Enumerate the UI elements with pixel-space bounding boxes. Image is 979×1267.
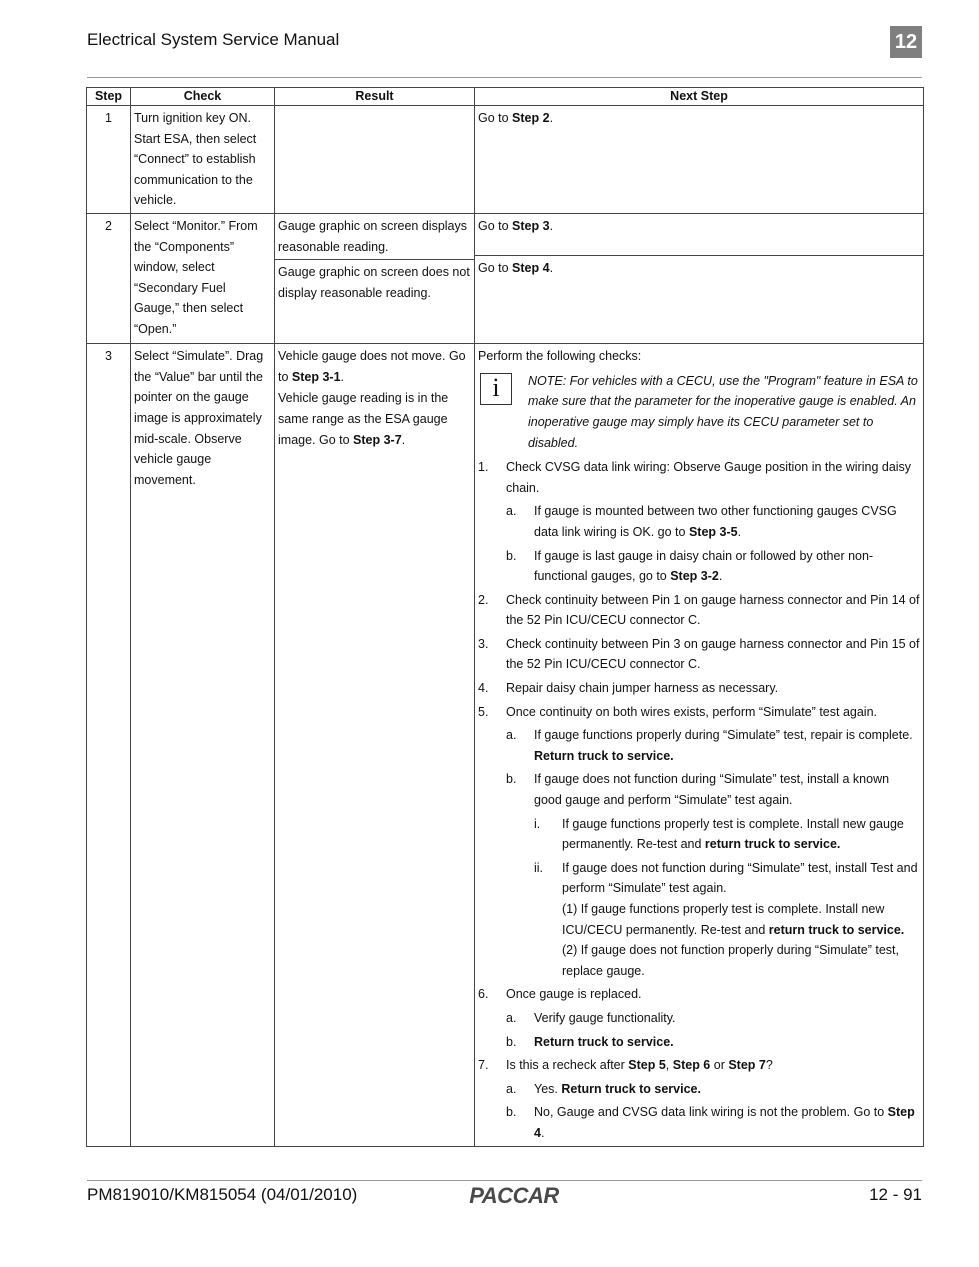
result-text: Gauge graphic on screen does not display reasonable reading. <box>275 259 474 343</box>
list-item: a. Verify gauge functionality. <box>506 1010 676 1025</box>
list-item: 4. Repair daisy chain jumper harness as necessary. <box>478 681 779 696</box>
check-text: Select “Monitor.” From the “Components” window, select “Secondary Fuel Gauge,” then select “Open.” <box>131 213 275 343</box>
step-ref: Step 3-7 <box>353 432 402 447</box>
page-number: 12 - 91 <box>869 1185 922 1204</box>
note-block <box>480 371 920 453</box>
note-text: NOTE: For vehicles with a CECU, use the "Program" feature in ESA to make sure that the parameter for the inoperative gauge is enabled. An inoperative gauge may simply have its CECU parameter set to disabled. <box>528 373 918 450</box>
list-item: 1. Check CVSG data link wiring: Observe Gauge position in the wiring daisy chain. <box>478 460 912 495</box>
list-item: 6. Once gauge is replaced. <box>478 987 642 1002</box>
step-number: 1 <box>87 106 131 214</box>
table-header-row <box>87 88 924 106</box>
step-ref: Step 2 <box>512 111 550 125</box>
next-step-text: Go to Step 2. <box>475 106 924 214</box>
result-text: Vehicle gauge does not move. Go to Step 3-1. Vehicle gauge reading is in the same range as the ESA gauge image. Go to Step 3-7. <box>275 344 475 1146</box>
header-check: Check <box>131 88 275 106</box>
list-item: b. If gauge does not function during “Simulate” test, install a known good gauge and perform “Simulate” test again. <box>506 772 890 808</box>
list-item: a. Yes. Return truck to service. <box>506 1081 701 1096</box>
diagnostic-table <box>86 87 924 1147</box>
step-number: 2 <box>87 213 131 343</box>
document-id: PM819010/KM815054 (04/01/2010) <box>87 1185 358 1204</box>
check-text: Turn ignition key ON. Start ESA, then select “Connect” to establish communication to the vehicle. <box>131 106 275 214</box>
list-item: i. If gauge functions properly test is complete. Install new gauge permanently. Re-test and return truck to service. <box>534 816 904 852</box>
result-cell <box>275 213 475 343</box>
header-result: Result <box>275 88 475 106</box>
next-step-text <box>475 344 924 1146</box>
list-item: b. If gauge is last gauge in daisy chain or followed by other non-functional gauges, go to Step 3-2. <box>506 548 874 584</box>
footer-divider <box>87 1180 922 1181</box>
list-item: a. If gauge is mounted between two other functioning gauges CVSG data link wiring is OK. go to Step 3-5. <box>506 504 897 539</box>
list-item: ii. If gauge does not function during “Simulate” test, install Test and perform “Simulate” test again. (1) If gauge functions properly test is complete. Install new ICU/CECU permanently. Re-test and return truck to service. (2) If gauge does not function properly during “Simulate” test, replace gauge. <box>534 860 918 978</box>
table-row <box>87 213 924 343</box>
result-text: Gauge graphic on screen displays reasonable reading. <box>278 218 468 254</box>
list-item: 3. Check continuity between Pin 3 on gauge harness connector and Pin 15 of the 52 Pin ICU/CECU connector C. <box>478 636 920 672</box>
header-divider <box>87 77 922 78</box>
header-step: Step <box>87 88 131 106</box>
step-number: 3 <box>87 344 131 1146</box>
info-icon: i <box>480 373 512 405</box>
next-step-cell <box>475 213 924 343</box>
list-item: 7. Is this a recheck after Step 5, Step 6 or Step 7? <box>478 1058 773 1073</box>
list-item: 5. Once continuity on both wires exists, perform “Simulate” test again. <box>478 704 877 719</box>
next-step-text: Go to Step 3. <box>478 218 554 233</box>
header-next-step: Next Step <box>475 88 924 106</box>
list-item: b. No, Gauge and CVSG data link wiring is not the problem. Go to Step 4. <box>506 1105 915 1140</box>
step-ref: Step 4 <box>512 260 550 275</box>
checks-intro: Perform the following checks: <box>478 349 642 364</box>
page-header-title: Electrical System Service Manual <box>87 30 340 49</box>
list-item: a. If gauge functions properly during “Simulate” test, repair is complete. Return truck to service. <box>506 728 913 763</box>
check-text: Select “Simulate”. Drag the “Value” bar until the pointer on the gauge image is approximately mid-scale. Observe vehicle gauge movement. <box>131 344 275 1146</box>
paccar-logo <box>462 1184 566 1206</box>
paccar-logo-text: PACCAR <box>469 1184 559 1206</box>
next-step-text: Go to Step 4. <box>475 255 923 281</box>
chapter-badge: 12 <box>890 26 922 58</box>
list-item: 2. Check continuity between Pin 1 on gauge harness connector and Pin 14 of the 52 Pin ICU/CECU connector C. <box>478 592 920 628</box>
table-row <box>87 106 924 214</box>
step-ref: Step 3-1 <box>291 369 341 384</box>
list-item: b. Return truck to service. <box>506 1034 674 1049</box>
step-ref: Step 3 <box>512 218 550 233</box>
result-text <box>275 106 475 214</box>
table-row <box>87 344 924 1146</box>
